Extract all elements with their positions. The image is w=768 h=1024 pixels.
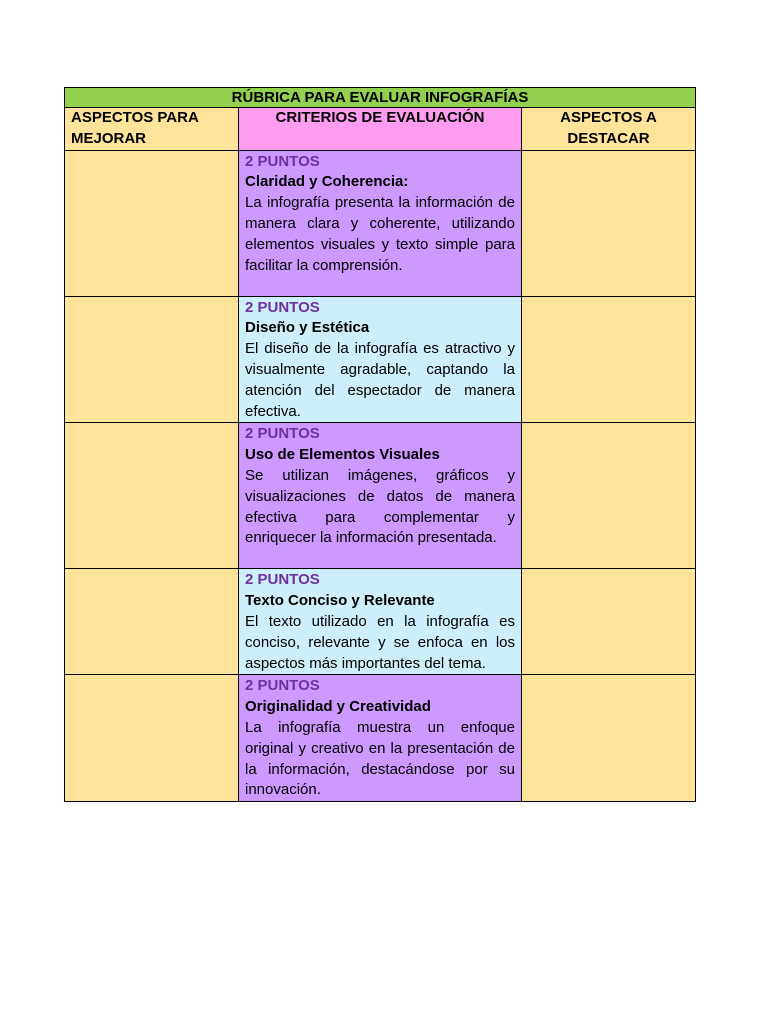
header-aspects-to-improve: ASPECTOS PARA MEJORAR: [65, 108, 239, 151]
header-aspects-to-highlight: ASPECTOS A DESTACAR: [522, 108, 696, 151]
header-evaluation-criteria: CRITERIOS DE EVALUACIÓN: [239, 108, 522, 151]
criterion-description: El diseño de la infografía es atractivo y visualmente agradable, captando la atención del espectador de manera efectiva.: [245, 340, 515, 420]
table-row: [65, 150, 696, 296]
highlight-cell[interactable]: [522, 569, 696, 675]
points-label: 2 PUNTOS: [245, 571, 320, 589]
highlight-cell[interactable]: [522, 296, 696, 423]
rubric-table: [64, 87, 696, 802]
rubric-title: RÚBRICA PARA EVALUAR INFOGRAFÍAS: [65, 88, 696, 108]
criterion-title: Originalidad y Creatividad: [245, 698, 431, 716]
table-row: [65, 296, 696, 423]
points-label: 2 PUNTOS: [245, 298, 320, 316]
criterion-description: La infografía presenta la información de manera clara y coherente, utilizando elementos visuales y texto simple para facilitar la comprensión.: [245, 194, 515, 274]
title-row: [65, 88, 696, 108]
criterion-cell: [239, 423, 522, 569]
criterion-description: La infografía muestra un enfoque original y creativo en la presentación de la información, destacándose por su innovación.: [245, 718, 515, 799]
points-label: 2 PUNTOS: [245, 152, 320, 170]
improve-cell[interactable]: [65, 675, 239, 802]
criterion-cell: [239, 296, 522, 423]
criterion-cell: [239, 150, 522, 296]
highlight-cell[interactable]: [522, 423, 696, 569]
criterion-description: El texto utilizado en la infografía es conciso, relevante y se enfoca en los aspectos más importantes del tema.: [245, 612, 515, 672]
highlight-cell[interactable]: [522, 150, 696, 296]
table-row: [65, 569, 696, 675]
criterion-cell: [239, 569, 522, 675]
criterion-title: Claridad y Coherencia:: [245, 173, 409, 191]
criterion-title: Texto Conciso y Relevante: [245, 592, 435, 610]
header-row: [65, 108, 696, 151]
criterion-title: Uso de Elementos Visuales: [245, 446, 440, 464]
improve-cell[interactable]: [65, 296, 239, 423]
improve-cell[interactable]: [65, 150, 239, 296]
improve-cell[interactable]: [65, 569, 239, 675]
table-row: [65, 423, 696, 569]
highlight-cell[interactable]: [522, 675, 696, 802]
table-row: [65, 675, 696, 802]
criterion-cell: [239, 675, 522, 802]
criterion-title: Diseño y Estética: [245, 319, 370, 337]
points-label: 2 PUNTOS: [245, 425, 320, 443]
improve-cell[interactable]: [65, 423, 239, 569]
criterion-description: Se utilizan imágenes, gráficos y visualizaciones de datos de manera efectiva para complementar y enriquecer la información presentada.: [245, 466, 515, 547]
points-label: 2 PUNTOS: [245, 677, 320, 695]
